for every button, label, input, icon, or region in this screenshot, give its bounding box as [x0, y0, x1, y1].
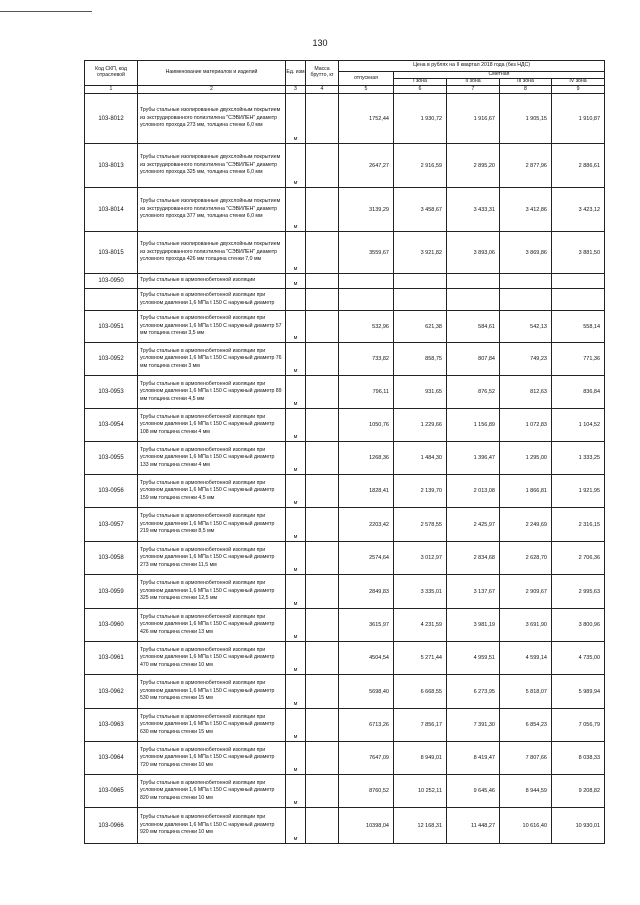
- cell-zone1: 1 229,66: [394, 409, 447, 442]
- cell-zone2: 3 981,19: [447, 609, 500, 642]
- header-zone1: I зона: [394, 79, 447, 86]
- cell-zone3: 1 866,81: [500, 475, 552, 508]
- cell-release: 6713,26: [339, 709, 394, 742]
- cell-zone4: 836,84: [552, 376, 605, 409]
- table-row: [85, 508, 605, 542]
- cell-unit: м: [286, 442, 306, 475]
- header-unit: Ед. изм: [286, 61, 306, 86]
- cell-code: 103-0953: [85, 376, 138, 409]
- table-row: [85, 94, 605, 144]
- cell-name: Трубы стальные в армопенобетонной изоляции при условном давлении 1,6 МПа t 150 С наружный диаметр 470 мм толщина стенки 10 мм: [138, 642, 286, 675]
- cell-zone2: [447, 289, 500, 311]
- cell-mass: [306, 343, 339, 376]
- column-number: 3: [286, 86, 306, 94]
- cell-release: 532,96: [339, 311, 394, 343]
- cell-zone4: 2 706,36: [552, 542, 605, 575]
- cell-zone1: 3 012,97: [394, 542, 447, 575]
- cell-unit: м: [286, 709, 306, 742]
- cell-mass: [306, 742, 339, 775]
- cell-mass: [306, 575, 339, 609]
- header-release: отпускная: [339, 72, 394, 86]
- cell-code: 103-0961: [85, 642, 138, 675]
- top-rule: [0, 11, 92, 12]
- cell-zone1: 10 252,11: [394, 775, 447, 808]
- cell-zone2: 2 834,68: [447, 542, 500, 575]
- table-header: [85, 61, 605, 94]
- cell-zone2: 2 013,08: [447, 475, 500, 508]
- cell-mass: [306, 642, 339, 675]
- cell-zone1: 931,65: [394, 376, 447, 409]
- cell-code: 103-0955: [85, 442, 138, 475]
- cell-zone2: 7 391,30: [447, 709, 500, 742]
- cell-name: Трубы стальные в армопенобетонной изоляции при условном давлении 1,6 МПа t 150 С наружный диаметр 159 мм толщина стенки 4,5 мм: [138, 475, 286, 508]
- cell-name: Трубы стальные изолированные двухслойным покрытием из экструдированного полиэтилена "СЭВИЛЕН" диаметр условного прохода 273 мм, толщина стенки 6,0 мм: [138, 94, 286, 144]
- table-row: [85, 575, 605, 609]
- cell-unit: м: [286, 376, 306, 409]
- header-zone3: III зона: [500, 79, 552, 86]
- table-row: [85, 775, 605, 808]
- cell-zone2: 1 156,89: [447, 409, 500, 442]
- cell-zone3: 1 295,00: [500, 442, 552, 475]
- header-zone4: IV зона: [552, 79, 605, 86]
- table-row: [85, 289, 605, 311]
- cell-code: 103-0962: [85, 675, 138, 709]
- column-number: 1: [85, 86, 138, 94]
- cell-zone3: 8 944,59: [500, 775, 552, 808]
- cell-mass: [306, 311, 339, 343]
- header-zone2: II зона: [447, 79, 500, 86]
- cell-name: Трубы стальные в армопенобетонной изоляции при условном давлении 1,6 МПа t 150 С наружный диаметр 325 мм толщина стенки 12,5 мм: [138, 575, 286, 609]
- cell-unit: м: [286, 775, 306, 808]
- cell-code: 103-8014: [85, 188, 138, 232]
- cell-name: Трубы стальные в армопенобетонной изоляции при условном давлении 1,6 МПа t 150 С наружный диаметр 76 мм толщина стенки 3 мм: [138, 343, 286, 376]
- cell-name: Трубы стальные в армопенобетонной изоляции при условном давлении 1,6 МПа t 150 С наружный диаметр 89 мм толщина стенки 4,5 мм: [138, 376, 286, 409]
- cell-unit: м: [286, 311, 306, 343]
- cell-mass: [306, 188, 339, 232]
- cell-name: Трубы стальные в армопенобетонной изоляции при условном давлении 1,6 МПа t 150 С наружный диаметр 133 мм толщина стенки 4 мм: [138, 442, 286, 475]
- cell-code: 103-0952: [85, 343, 138, 376]
- cell-zone4: 2 886,61: [552, 144, 605, 188]
- cell-release: 7647,09: [339, 742, 394, 775]
- cell-zone4: 3 881,50: [552, 232, 605, 274]
- cell-zone4: 7 056,79: [552, 709, 605, 742]
- cell-zone1: 7 856,17: [394, 709, 447, 742]
- cell-zone1: 3 921,82: [394, 232, 447, 274]
- cell-release: 733,82: [339, 343, 394, 376]
- column-number: 8: [500, 86, 552, 94]
- cell-code: 103-0965: [85, 775, 138, 808]
- cell-name: Трубы стальные изолированные двухслойным покрытием из экструдированного полиэтилена "СЭВИЛЕН" диаметр условного прохода 377 мм, толщина стенки 6,0 мм: [138, 188, 286, 232]
- column-number: 9: [552, 86, 605, 94]
- cell-zone3: 1 072,83: [500, 409, 552, 442]
- cell-code: 103-0958: [85, 542, 138, 575]
- table-row: [85, 188, 605, 232]
- column-number: 7: [447, 86, 500, 94]
- cell-code: 103-8015: [85, 232, 138, 274]
- cell-release: 5698,40: [339, 675, 394, 709]
- cell-zone1: 8 949,01: [394, 742, 447, 775]
- cell-zone4: 10 930,01: [552, 808, 605, 844]
- cell-zone1: 12 168,31: [394, 808, 447, 844]
- cell-name: Трубы стальные изолированные двухслойным покрытием из экструдированного полиэтилена "СЭВИЛЕН" диаметр условного прохода 426 мм толщина стенки 7,0 мм: [138, 232, 286, 274]
- cell-zone1: [394, 274, 447, 289]
- cell-zone4: 1 921,95: [552, 475, 605, 508]
- cell-code: 103-0956: [85, 475, 138, 508]
- cell-mass: [306, 232, 339, 274]
- cell-zone3: 2 909,67: [500, 575, 552, 609]
- cell-name: Трубы стальные в армопенобетонной изоляции при условном давлении 1,6 МПа t 150 С наружный диаметр 720 мм толщина стенки 10 мм: [138, 742, 286, 775]
- cell-zone3: 2 877,96: [500, 144, 552, 188]
- column-number: 6: [394, 86, 447, 94]
- cell-release: 1752,44: [339, 94, 394, 144]
- cell-code: 103-8013: [85, 144, 138, 188]
- cell-name: Трубы стальные в армопенобетонной изоляции при условном давлении 1,6 МПа t 150 С наружный диаметр 219 мм толщина стенки 8,5 мм: [138, 508, 286, 542]
- cell-zone1: 4 231,59: [394, 609, 447, 642]
- cell-mass: [306, 542, 339, 575]
- table-row: [85, 642, 605, 675]
- cell-zone2: 9 645,46: [447, 775, 500, 808]
- cell-release: 2647,27: [339, 144, 394, 188]
- cell-zone3: 812,63: [500, 376, 552, 409]
- cell-zone1: 621,38: [394, 311, 447, 343]
- column-numbers-row: [85, 86, 605, 94]
- cell-zone3: 7 807,66: [500, 742, 552, 775]
- cell-mass: [306, 442, 339, 475]
- header-mass: Масса брутто, кг: [306, 61, 339, 86]
- cell-release: 2849,83: [339, 575, 394, 609]
- cell-release: [339, 274, 394, 289]
- cell-code: [85, 289, 138, 311]
- page-number: 130: [312, 38, 328, 48]
- cell-release: 10398,04: [339, 808, 394, 844]
- cell-zone1: 2 578,55: [394, 508, 447, 542]
- cell-release: 1828,41: [339, 475, 394, 508]
- cell-zone2: 8 419,47: [447, 742, 500, 775]
- price-table: [84, 60, 605, 844]
- column-number: 4: [306, 86, 339, 94]
- table-row: [85, 311, 605, 343]
- cell-release: 8760,52: [339, 775, 394, 808]
- cell-zone2: 1 396,47: [447, 442, 500, 475]
- cell-release: 3559,67: [339, 232, 394, 274]
- cell-mass: [306, 274, 339, 289]
- cell-release: 1268,36: [339, 442, 394, 475]
- column-number: 5: [339, 86, 394, 94]
- cell-zone3: 2 628,70: [500, 542, 552, 575]
- cell-unit: м: [286, 609, 306, 642]
- cell-zone3: 749,23: [500, 343, 552, 376]
- cell-zone4: 3 800,96: [552, 609, 605, 642]
- cell-zone4: 2 316,15: [552, 508, 605, 542]
- cell-zone2: 807,84: [447, 343, 500, 376]
- cell-unit: м: [286, 274, 306, 289]
- table-row: [85, 675, 605, 709]
- cell-code: 103-0959: [85, 575, 138, 609]
- cell-mass: [306, 675, 339, 709]
- cell-unit: м: [286, 188, 306, 232]
- table-row: [85, 274, 605, 289]
- cell-zone3: 4 599,14: [500, 642, 552, 675]
- cell-release: 1050,76: [339, 409, 394, 442]
- table-row: [85, 442, 605, 475]
- cell-zone2: 2 895,20: [447, 144, 500, 188]
- table-row: [85, 475, 605, 508]
- cell-zone4: 9 208,82: [552, 775, 605, 808]
- cell-code: 103-0960: [85, 609, 138, 642]
- cell-mass: [306, 709, 339, 742]
- cell-unit: м: [286, 808, 306, 844]
- cell-zone4: 1 333,25: [552, 442, 605, 475]
- cell-mass: [306, 94, 339, 144]
- table-row: [85, 232, 605, 274]
- cell-mass: [306, 508, 339, 542]
- cell-zone2: 3 893,06: [447, 232, 500, 274]
- cell-zone4: 8 038,33: [552, 742, 605, 775]
- cell-name: Трубы стальные изолированные двухслойным покрытием из экструдированного полиэтилена "СЭВИЛЕН" диаметр условного прохода 325 мм, толщина стенки 6,0 мм: [138, 144, 286, 188]
- cell-zone4: 4 735,00: [552, 642, 605, 675]
- cell-release: 4504,54: [339, 642, 394, 675]
- cell-code: 103-0963: [85, 709, 138, 742]
- table-row: [85, 808, 605, 844]
- cell-zone2: 2 425,97: [447, 508, 500, 542]
- table-row: [85, 709, 605, 742]
- cell-zone1: 6 668,55: [394, 675, 447, 709]
- cell-unit: м: [286, 508, 306, 542]
- cell-name: Трубы стальные в армопенобетонной изоляции при условном давлении 1,6 МПа t 150 С наружный диаметр 920 мм толщина стенки 10 мм: [138, 808, 286, 844]
- cell-mass: [306, 475, 339, 508]
- cell-zone3: 1 905,15: [500, 94, 552, 144]
- cell-zone2: 584,61: [447, 311, 500, 343]
- cell-unit: м: [286, 542, 306, 575]
- cell-code: 103-0957: [85, 508, 138, 542]
- table-row: [85, 609, 605, 642]
- cell-name: Трубы стальные в армопенобетонной изоляции при условном давлении 1,6 МПа t 150 С наружный диаметр 530 мм толщина стенки 15 мм: [138, 675, 286, 709]
- cell-code: 103-0966: [85, 808, 138, 844]
- cell-mass: [306, 775, 339, 808]
- cell-unit: м: [286, 94, 306, 144]
- cell-zone3: 6 854,23: [500, 709, 552, 742]
- header-code: Код СКП, код отраслевой: [85, 61, 138, 86]
- cell-code: 103-0951: [85, 311, 138, 343]
- cell-release: 3615,97: [339, 609, 394, 642]
- table-body: [85, 94, 605, 844]
- cell-release: [339, 289, 394, 311]
- table-row: [85, 409, 605, 442]
- cell-zone1: 1 930,72: [394, 94, 447, 144]
- cell-unit: м: [286, 343, 306, 376]
- cell-unit: м: [286, 575, 306, 609]
- cell-zone4: 3 423,12: [552, 188, 605, 232]
- cell-zone2: 4 959,51: [447, 642, 500, 675]
- cell-release: 2203,42: [339, 508, 394, 542]
- cell-mass: [306, 609, 339, 642]
- cell-code: 103-0954: [85, 409, 138, 442]
- cell-zone3: 3 869,86: [500, 232, 552, 274]
- cell-zone4: 2 995,63: [552, 575, 605, 609]
- cell-zone1: [394, 289, 447, 311]
- cell-unit: [286, 289, 306, 311]
- cell-mass: [306, 409, 339, 442]
- cell-mass: [306, 376, 339, 409]
- cell-zone1: 5 271,44: [394, 642, 447, 675]
- cell-unit: м: [286, 642, 306, 675]
- cell-mass: [306, 289, 339, 311]
- table-row: [85, 742, 605, 775]
- cell-zone3: [500, 274, 552, 289]
- cell-name: Трубы стальные в армопенобетонной изоляции при условном давлении 1,6 МПа t 150 С наружный диаметр 820 мм толщина стенки 10 мм: [138, 775, 286, 808]
- table-row: [85, 144, 605, 188]
- cell-release: 2574,64: [339, 542, 394, 575]
- cell-zone1: 2 139,70: [394, 475, 447, 508]
- cell-zone4: 1 104,52: [552, 409, 605, 442]
- cell-release: 3139,29: [339, 188, 394, 232]
- cell-zone1: 1 484,30: [394, 442, 447, 475]
- cell-release: 796,11: [339, 376, 394, 409]
- cell-zone2: [447, 274, 500, 289]
- cell-zone1: 858,75: [394, 343, 447, 376]
- table-row: [85, 376, 605, 409]
- cell-zone3: [500, 289, 552, 311]
- cell-zone4: [552, 274, 605, 289]
- cell-unit: м: [286, 409, 306, 442]
- column-number: 2: [138, 86, 286, 94]
- cell-zone4: 771,36: [552, 343, 605, 376]
- cell-code: 103-0950: [85, 274, 138, 289]
- cell-zone4: 5 989,94: [552, 675, 605, 709]
- cell-zone2: 3 433,31: [447, 188, 500, 232]
- cell-zone3: 10 616,40: [500, 808, 552, 844]
- cell-zone4: 1 910,87: [552, 94, 605, 144]
- cell-code: 103-0964: [85, 742, 138, 775]
- cell-zone3: 3 691,90: [500, 609, 552, 642]
- cell-zone3: 3 412,86: [500, 188, 552, 232]
- cell-name: Трубы стальные в армопенобетонной изоляции при условном давлении 1,6 МПа t 150 С наружный диаметр: [138, 289, 286, 311]
- cell-name: Трубы стальные в армопенобетонной изоляции: [138, 274, 286, 289]
- cell-zone4: 558,14: [552, 311, 605, 343]
- header-price-group: Цена в рублях на II квартал 2018 года (без НДС): [339, 61, 605, 72]
- cell-zone2: 3 137,67: [447, 575, 500, 609]
- cell-unit: м: [286, 144, 306, 188]
- cell-unit: м: [286, 742, 306, 775]
- cell-zone1: 2 916,59: [394, 144, 447, 188]
- header-estimate: Сметная: [394, 72, 605, 79]
- cell-mass: [306, 144, 339, 188]
- table-row: [85, 343, 605, 376]
- cell-mass: [306, 808, 339, 844]
- cell-unit: м: [286, 675, 306, 709]
- cell-zone2: 876,52: [447, 376, 500, 409]
- table-row: [85, 542, 605, 575]
- cell-zone4: [552, 289, 605, 311]
- cell-zone3: 5 818,07: [500, 675, 552, 709]
- cell-zone2: 1 916,67: [447, 94, 500, 144]
- cell-name: Трубы стальные в армопенобетонной изоляции при условном давлении 1,6 МПа t 150 С наружный диаметр 426 мм толщина стенки 13 мм: [138, 609, 286, 642]
- cell-unit: м: [286, 232, 306, 274]
- cell-zone2: 6 273,95: [447, 675, 500, 709]
- cell-zone1: 3 458,67: [394, 188, 447, 232]
- cell-zone2: 11 448,27: [447, 808, 500, 844]
- cell-code: 103-8012: [85, 94, 138, 144]
- cell-zone3: 542,13: [500, 311, 552, 343]
- cell-name: Трубы стальные в армопенобетонной изоляции при условном давлении 1,6 МПа t 150 С наружный диаметр 108 мм толщина стенки 4 мм: [138, 409, 286, 442]
- cell-zone1: 3 335,01: [394, 575, 447, 609]
- cell-name: Трубы стальные в армопенобетонной изоляции при условном давлении 1,6 МПа t 150 С наружный диаметр 273 мм толщина стенки 11,5 мм: [138, 542, 286, 575]
- cell-zone3: 2 249,69: [500, 508, 552, 542]
- cell-name: Трубы стальные в армопенобетонной изоляции при условном давлении 1,6 МПа t 150 С наружный диаметр 57 мм толщина стенки 3,5 мм: [138, 311, 286, 343]
- header-name: Наименование материалов и изделий: [138, 61, 286, 86]
- cell-name: Трубы стальные в армопенобетонной изоляции при условном давлении 1,6 МПа t 150 С наружный диаметр 630 мм толщина стенки 15 мм: [138, 709, 286, 742]
- cell-unit: м: [286, 475, 306, 508]
